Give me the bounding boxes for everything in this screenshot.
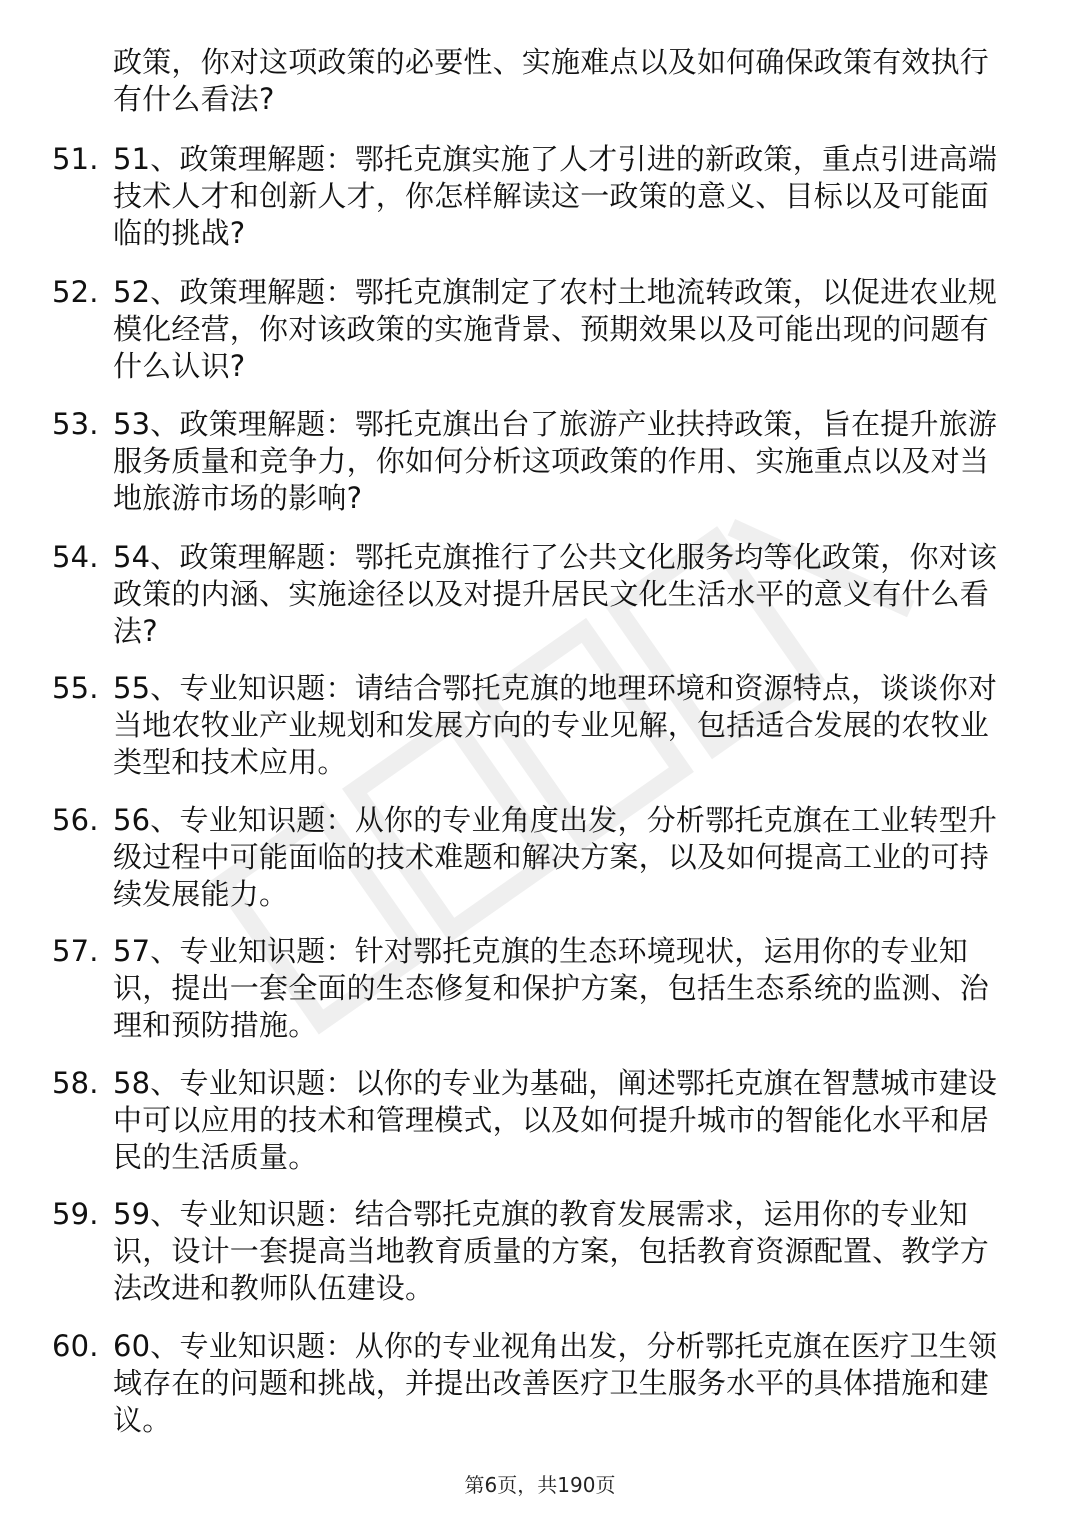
question-item-56 (52, 802, 1012, 913)
question-item-53 (52, 406, 1012, 517)
question-text: 57、专业知识题：针对鄂托克旗的生态环境现状，运用你的专业知识，提出一套全面的生态修复和保护方案，包括生态系统的监测、治理和预防措施。 (113, 934, 990, 1042)
question-item-58 (52, 1065, 1012, 1176)
question-number: 56. (52, 803, 99, 837)
question-item-54 (52, 539, 1012, 650)
question-text: 58、专业知识题：以你的专业为基础，阐述鄂托克旗在智慧城市建设中可以应用的技术和管理模式，以及如何提升城市的智能化水平和居民的生活质量。 (113, 1066, 998, 1174)
continued-question-text: 政策，你对这项政策的必要性、实施难点以及如何确保政策有效执行有什么看法? (113, 45, 990, 116)
question-number: 58. (52, 1066, 99, 1100)
question-text: 56、专业知识题：从你的专业角度出发，分析鄂托克旗在工业转型升级过程中可能面临的技术难题和解决方案，以及如何提高工业的可持续发展能力。 (113, 803, 998, 911)
question-number: 55. (52, 671, 99, 705)
question-number: 53. (52, 407, 99, 441)
question-item-59 (52, 1196, 1012, 1307)
question-number: 52. (52, 275, 99, 309)
question-item-57 (52, 933, 1012, 1044)
question-item-60 (52, 1328, 1012, 1439)
question-text: 55、专业知识题：请结合鄂托克旗的地理环境和资源特点，谈谈你对当地农牧业产业规划和发展方向的专业见解，包括适合发展的农牧业类型和技术应用。 (113, 671, 998, 779)
question-item-52 (52, 274, 1012, 385)
question-text: 59、专业知识题：结合鄂托克旗的教育发展需求，运用你的专业知识，设计一套提高当地教育质量的方案，包括教育资源配置、教学方法改进和教师队伍建设。 (113, 1197, 990, 1305)
question-number: 59. (52, 1197, 99, 1231)
question-text: 60、专业知识题：从你的专业视角出发，分析鄂托克旗在医疗卫生领域存在的问题和挑战，并提出改善医疗卫生服务水平的具体措施和建议。 (113, 1329, 998, 1437)
question-text: 53、政策理解题：鄂托克旗出台了旅游产业扶持政策，旨在提升旅游服务质量和竞争力，你如何分析这项政策的作用、实施重点以及对当地旅游市场的影响? (113, 407, 998, 515)
question-item-55 (52, 670, 1012, 781)
page-number-footer: 第6页，共190页 (464, 1473, 616, 1497)
question-text: 51、政策理解题：鄂托克旗实施了人才引进的新政策，重点引进高端技术人才和创新人才，你怎样解读这一政策的意义、目标以及可能面临的挑战? (113, 142, 998, 250)
question-number: 57. (52, 934, 99, 968)
question-item-51 (52, 141, 1012, 252)
question-number: 60. (52, 1329, 99, 1363)
question-text: 54、政策理解题：鄂托克旗推行了公共文化服务均等化政策，你对该政策的内涵、实施途径以及对提升居民文化生活水平的意义有什么看法? (113, 540, 998, 648)
question-number: 51. (52, 142, 99, 176)
question-text: 52、政策理解题：鄂托克旗制定了农村土地流转政策，以促进农业规模化经营，你对该政策的实施背景、预期效果以及可能出现的问题有什么认识? (113, 275, 998, 383)
question-number: 54. (52, 540, 99, 574)
